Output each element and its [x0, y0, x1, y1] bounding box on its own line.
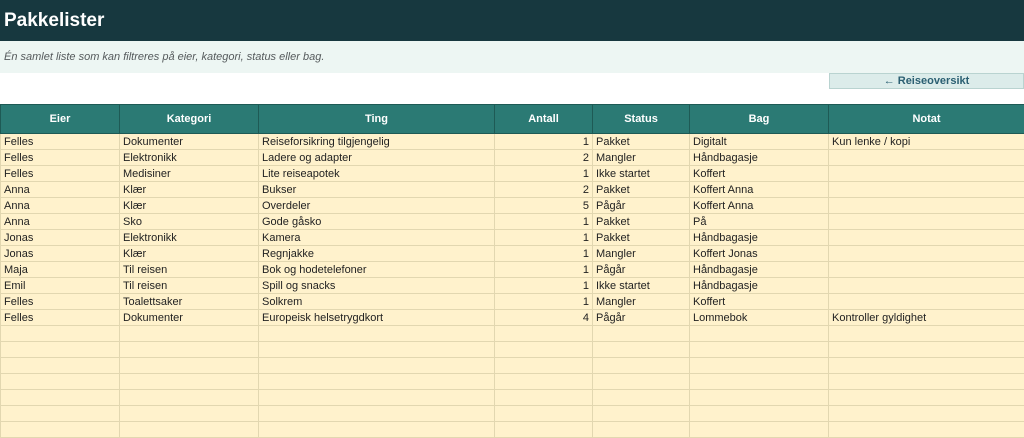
empty-row — [1, 374, 1024, 390]
cell-kategori[interactable]: Klær — [120, 182, 259, 198]
cell-bag[interactable]: Koffert Anna — [690, 198, 829, 214]
cell-bag[interactable]: Koffert — [690, 294, 829, 310]
cell-eier[interactable]: Anna — [1, 182, 120, 198]
cell-kategori[interactable]: Sko — [120, 214, 259, 230]
table-row — [1, 262, 1024, 278]
cell-eier[interactable]: Jonas — [1, 230, 120, 246]
empty-cell[interactable] — [120, 326, 259, 342]
cell-eier[interactable]: Jonas — [1, 246, 120, 262]
cell-antall[interactable]: 1 — [495, 262, 593, 278]
empty-row — [1, 326, 1024, 342]
packing-table — [0, 104, 1024, 438]
cell-bag[interactable]: Koffert Jonas — [690, 246, 829, 262]
cell-kategori[interactable]: Klær — [120, 246, 259, 262]
empty-cell[interactable] — [829, 390, 1024, 406]
cell-ting[interactable]: Bukser — [259, 182, 495, 198]
table-header-row — [1, 105, 1024, 134]
cell-eier[interactable]: Felles — [1, 134, 120, 150]
empty-cell[interactable] — [120, 406, 259, 422]
cell-status[interactable]: Ikke startet — [593, 166, 690, 182]
cell-notat[interactable] — [829, 150, 1024, 166]
empty-cell[interactable] — [690, 358, 829, 374]
empty-cell[interactable] — [1, 326, 120, 342]
cell-bag[interactable]: Koffert — [690, 166, 829, 182]
cell-antall[interactable]: 4 — [495, 310, 593, 326]
empty-cell[interactable] — [120, 342, 259, 358]
table-row — [1, 278, 1024, 294]
empty-cell[interactable] — [1, 422, 120, 438]
cell-ting[interactable]: Reiseforsikring tilgjengelig — [259, 134, 495, 150]
cell-ting[interactable]: Overdeler — [259, 198, 495, 214]
cell-status[interactable]: Pågår — [593, 198, 690, 214]
empty-row — [1, 358, 1024, 374]
cell-kategori[interactable]: Klær — [120, 198, 259, 214]
column-header-notat[interactable]: Notat — [829, 105, 1024, 134]
empty-cell[interactable] — [259, 406, 495, 422]
cell-bag[interactable]: Koffert Anna — [690, 182, 829, 198]
cell-antall[interactable]: 1 — [495, 246, 593, 262]
reiseoversikt-button[interactable]: ← Reiseoversikt — [829, 73, 1024, 89]
column-header-ting[interactable]: Ting — [259, 105, 495, 134]
cell-status[interactable]: Pågår — [593, 262, 690, 278]
column-header-antall[interactable]: Antall — [495, 105, 593, 134]
table-row — [1, 198, 1024, 214]
empty-cell[interactable] — [829, 358, 1024, 374]
cell-kategori[interactable]: Medisiner — [120, 166, 259, 182]
cell-antall[interactable]: 1 — [495, 230, 593, 246]
cell-eier[interactable]: Felles — [1, 294, 120, 310]
cell-bag[interactable]: Håndbagasje — [690, 230, 829, 246]
empty-cell[interactable] — [690, 390, 829, 406]
cell-ting[interactable]: Gode gåsko — [259, 214, 495, 230]
empty-cell[interactable] — [690, 326, 829, 342]
empty-cell[interactable] — [1, 374, 120, 390]
cell-bag[interactable]: Lommebok — [690, 310, 829, 326]
empty-cell[interactable] — [120, 422, 259, 438]
cell-antall[interactable]: 2 — [495, 182, 593, 198]
table-row — [1, 246, 1024, 262]
cell-antall[interactable]: 1 — [495, 214, 593, 230]
empty-cell[interactable] — [495, 326, 593, 342]
empty-cell[interactable] — [829, 374, 1024, 390]
empty-cell[interactable] — [829, 342, 1024, 358]
empty-cell[interactable] — [829, 422, 1024, 438]
cell-kategori[interactable]: Til reisen — [120, 278, 259, 294]
table-body — [1, 134, 1024, 438]
cell-ting[interactable]: Regnjakke — [259, 246, 495, 262]
cell-eier[interactable]: Anna — [1, 214, 120, 230]
cell-ting[interactable]: Kamera — [259, 230, 495, 246]
cell-bag[interactable]: På — [690, 214, 829, 230]
empty-cell[interactable] — [1, 342, 120, 358]
empty-cell[interactable] — [495, 374, 593, 390]
cell-notat[interactable] — [829, 198, 1024, 214]
table-row — [1, 134, 1024, 150]
empty-row — [1, 390, 1024, 406]
empty-cell[interactable] — [593, 422, 690, 438]
cell-notat[interactable] — [829, 246, 1024, 262]
cell-eier[interactable]: Emil — [1, 278, 120, 294]
cell-notat[interactable] — [829, 230, 1024, 246]
empty-cell[interactable] — [120, 374, 259, 390]
empty-cell[interactable] — [829, 406, 1024, 422]
cell-status[interactable]: Pakket — [593, 134, 690, 150]
cell-bag[interactable]: Digitalt — [690, 134, 829, 150]
cell-eier[interactable]: Anna — [1, 198, 120, 214]
empty-cell[interactable] — [259, 374, 495, 390]
cell-notat[interactable]: Kontroller gyldighet — [829, 310, 1024, 326]
cell-antall[interactable]: 1 — [495, 166, 593, 182]
cell-status[interactable]: Pågår — [593, 310, 690, 326]
cell-ting[interactable]: Spill og snacks — [259, 278, 495, 294]
cell-ting[interactable]: Bok og hodetelefoner — [259, 262, 495, 278]
cell-bag[interactable]: Håndbagasje — [690, 150, 829, 166]
cell-notat[interactable] — [829, 182, 1024, 198]
cell-antall[interactable]: 5 — [495, 198, 593, 214]
empty-cell[interactable] — [593, 342, 690, 358]
cell-ting[interactable]: Lite reiseapotek — [259, 166, 495, 182]
sheet-title: Pakkelister — [0, 0, 1024, 41]
cell-eier[interactable]: Felles — [1, 166, 120, 182]
table-row — [1, 150, 1024, 166]
cell-notat[interactable] — [829, 294, 1024, 310]
empty-cell[interactable] — [690, 406, 829, 422]
cell-status[interactable]: Mangler — [593, 294, 690, 310]
empty-cell[interactable] — [690, 422, 829, 438]
empty-cell[interactable] — [829, 326, 1024, 342]
cell-bag[interactable]: Håndbagasje — [690, 262, 829, 278]
empty-row — [1, 406, 1024, 422]
cell-antall[interactable]: 1 — [495, 278, 593, 294]
empty-cell[interactable] — [1, 358, 120, 374]
empty-cell[interactable] — [495, 358, 593, 374]
empty-cell[interactable] — [1, 390, 120, 406]
empty-cell[interactable] — [120, 358, 259, 374]
empty-cell[interactable] — [259, 342, 495, 358]
cell-status[interactable]: Pakket — [593, 230, 690, 246]
empty-cell[interactable] — [593, 358, 690, 374]
empty-cell[interactable] — [495, 406, 593, 422]
cell-kategori[interactable]: Elektronikk — [120, 150, 259, 166]
cell-eier[interactable]: Maja — [1, 262, 120, 278]
column-header-kategori[interactable]: Kategori — [120, 105, 259, 134]
cell-notat[interactable] — [829, 214, 1024, 230]
cell-status[interactable]: Mangler — [593, 246, 690, 262]
table-row — [1, 182, 1024, 198]
empty-cell[interactable] — [495, 390, 593, 406]
empty-cell[interactable] — [259, 326, 495, 342]
empty-cell[interactable] — [259, 358, 495, 374]
table-row — [1, 310, 1024, 326]
cell-notat[interactable] — [829, 166, 1024, 182]
cell-kategori[interactable]: Dokumenter — [120, 310, 259, 326]
empty-cell[interactable] — [593, 326, 690, 342]
cell-ting[interactable]: Ladere og adapter — [259, 150, 495, 166]
cell-eier[interactable]: Felles — [1, 310, 120, 326]
cell-kategori[interactable]: Toalettsaker — [120, 294, 259, 310]
empty-cell[interactable] — [690, 342, 829, 358]
cell-eier[interactable]: Felles — [1, 150, 120, 166]
column-header-eier[interactable]: Eier — [1, 105, 120, 134]
cell-status[interactable]: Pakket — [593, 182, 690, 198]
cell-ting[interactable]: Europeisk helsetrygdkort — [259, 310, 495, 326]
empty-cell[interactable] — [495, 422, 593, 438]
cell-ting[interactable]: Solkrem — [259, 294, 495, 310]
cell-antall[interactable]: 2 — [495, 150, 593, 166]
cell-antall[interactable]: 1 — [495, 134, 593, 150]
table-row — [1, 214, 1024, 230]
empty-cell[interactable] — [593, 406, 690, 422]
cell-kategori[interactable]: Elektronikk — [120, 230, 259, 246]
empty-row — [1, 422, 1024, 438]
table-row — [1, 166, 1024, 182]
table-row — [1, 294, 1024, 310]
cell-notat[interactable] — [829, 262, 1024, 278]
cell-status[interactable]: Mangler — [593, 150, 690, 166]
cell-bag[interactable]: Håndbagasje — [690, 278, 829, 294]
cell-status[interactable]: Ikke startet — [593, 278, 690, 294]
empty-cell[interactable] — [593, 390, 690, 406]
cell-status[interactable]: Pakket — [593, 214, 690, 230]
cell-antall[interactable]: 1 — [495, 294, 593, 310]
empty-row — [1, 342, 1024, 358]
cell-kategori[interactable]: Til reisen — [120, 262, 259, 278]
empty-cell[interactable] — [690, 374, 829, 390]
empty-cell[interactable] — [259, 390, 495, 406]
column-header-status[interactable]: Status — [593, 105, 690, 134]
empty-cell[interactable] — [1, 406, 120, 422]
empty-cell[interactable] — [120, 390, 259, 406]
sheet-subtitle: Én samlet liste som kan filtreres på eier, kategori, status eller bag. — [0, 41, 1024, 73]
cell-notat[interactable] — [829, 278, 1024, 294]
column-header-bag[interactable]: Bag — [690, 105, 829, 134]
empty-cell[interactable] — [259, 422, 495, 438]
cell-notat[interactable]: Kun lenke / kopi — [829, 134, 1024, 150]
empty-cell[interactable] — [593, 374, 690, 390]
cell-kategori[interactable]: Dokumenter — [120, 134, 259, 150]
empty-cell[interactable] — [495, 342, 593, 358]
table-row — [1, 230, 1024, 246]
